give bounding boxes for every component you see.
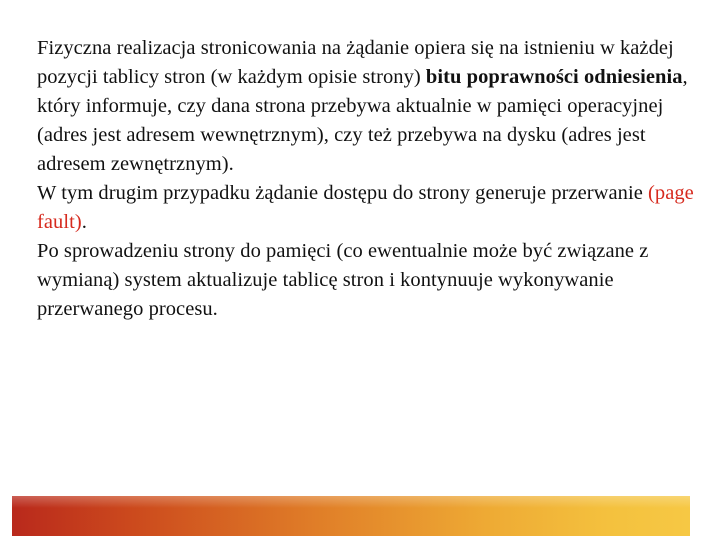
slide-body-text	[37, 34, 707, 324]
paragraph-page-loading: Po sprowadzeniu strony do pamięci (co ewentualnie może być związane z wymianą) system aktualizuje tablicę stron i kontynuuje wykonywanie przerwanego procesu.	[37, 240, 649, 320]
paragraph-2-text-end: .	[81, 211, 87, 233]
footer-gradient-bar	[12, 496, 690, 536]
paragraph-2-text-start: W tym drugim przypadku żądanie dostępu do strony generuje przerwanie	[37, 182, 649, 204]
paragraph-1-text-start: Fizyczna realizacja stronicowania na żądanie opiera się na istnieniu w każdej pozycji tablicy stron (w każdym opisie strony)	[37, 37, 674, 88]
bold-term-validity-bit: bitu poprawności odniesienia	[425, 66, 683, 88]
paragraph-bit-validity	[37, 34, 707, 179]
paragraph-1-text-end: , który informuje, czy dana strona przebywa aktualnie w pamięci operacyjnej (adres jest adresem wewnętrznym), czy też przebywa na dysku (adres jest adresem zewnętrznym).	[37, 66, 688, 175]
page-fault-term: (page fault)	[37, 182, 694, 233]
paragraph-page-fault	[37, 179, 707, 237]
